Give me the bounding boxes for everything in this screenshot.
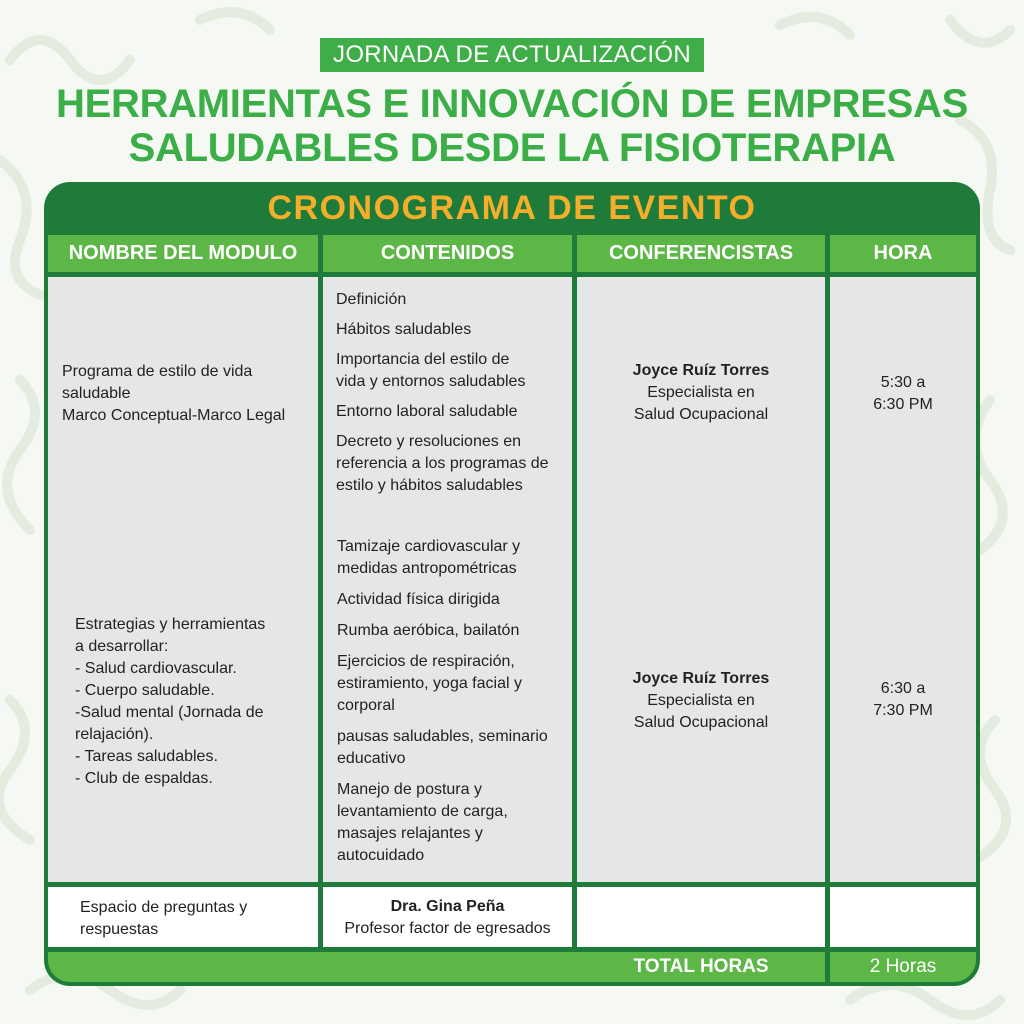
- time-cell: [830, 277, 976, 882]
- content-item: Decreto y resoluciones en referencia a los programas de estilo y hábitos saludables: [336, 433, 549, 494]
- qa-time-cell: [830, 887, 976, 947]
- content-item: Rumba aeróbica, bailatón: [337, 622, 520, 639]
- title-line-1: HERRAMIENTAS E INNOVACIÓN DE EMPRESAS: [56, 82, 968, 126]
- column-header-speakers: CONFERENCISTAS: [577, 235, 825, 272]
- total-hours-value: 2 Horas: [869, 956, 937, 977]
- time-2: 6:30 a 7:30 PM: [873, 680, 933, 719]
- content-item: Actividad física dirigida: [337, 591, 500, 608]
- qa-host-title: Profesor factor de egresados: [344, 920, 551, 937]
- content-item: Hábitos saludables: [336, 321, 472, 338]
- content-item: Ejercicios de respiración, estiramiento, yoga facial y corporal: [337, 653, 522, 714]
- content-item: Entorno laboral saludable: [336, 403, 518, 420]
- speaker-1: Joyce Ruíz Torres Especialista en Salud Ocupacional: [577, 360, 825, 426]
- content-item: pausas saludables, seminario educativo: [337, 728, 548, 767]
- qa-speakers-cell: [577, 887, 825, 947]
- page-title: [40, 82, 984, 170]
- module-3: Espacio de preguntas y respuestas: [80, 899, 248, 938]
- module-2: Estrategias y herramientas a desarrollar: - Salud cardiovascular. - Cuerpo saludable. -Salud mental (Jornada de relajación). - Tareas saludables. - Club de espaldas.: [75, 616, 266, 787]
- content-item: Importancia del estilo de vida y entornos saludables: [336, 351, 526, 390]
- qa-host-name: Dra. Gina Peña: [390, 898, 505, 915]
- column-header-module: NOMBRE DEL MODULO: [48, 235, 318, 272]
- total-hours-label: TOTAL HORAS: [633, 956, 769, 977]
- column-header-contents: CONTENIDOS: [323, 235, 572, 272]
- contents-1: [336, 289, 568, 497]
- speaker-name: Joyce Ruíz Torres: [632, 362, 770, 379]
- content-item: Manejo de postura y levantamiento de carga, masajes relajantes y autocuidado: [337, 781, 508, 864]
- speaker-name: Joyce Ruíz Torres: [632, 670, 770, 687]
- schedule-title: CRONOGRAMA DE EVENTO: [267, 189, 757, 227]
- contents-3: [323, 896, 572, 940]
- event-subtitle: JORNADA DE ACTUALIZACIÓN: [320, 38, 704, 72]
- content-item: Definición: [336, 291, 407, 308]
- time-1: 5:30 a 6:30 PM: [873, 374, 933, 413]
- contents-2: [337, 536, 569, 867]
- module-1: Programa de estilo de vida saludable Marco Conceptual-Marco Legal: [62, 363, 286, 424]
- title-line-2: SALUDABLES DESDE LA FISIOTERAPIA: [128, 126, 896, 170]
- column-header-time: HORA: [830, 235, 976, 272]
- speaker-2: Joyce Ruíz Torres Especialista en Salud Ocupacional: [577, 668, 825, 734]
- content-item: Tamizaje cardiovascular y medidas antropométricas: [337, 538, 521, 577]
